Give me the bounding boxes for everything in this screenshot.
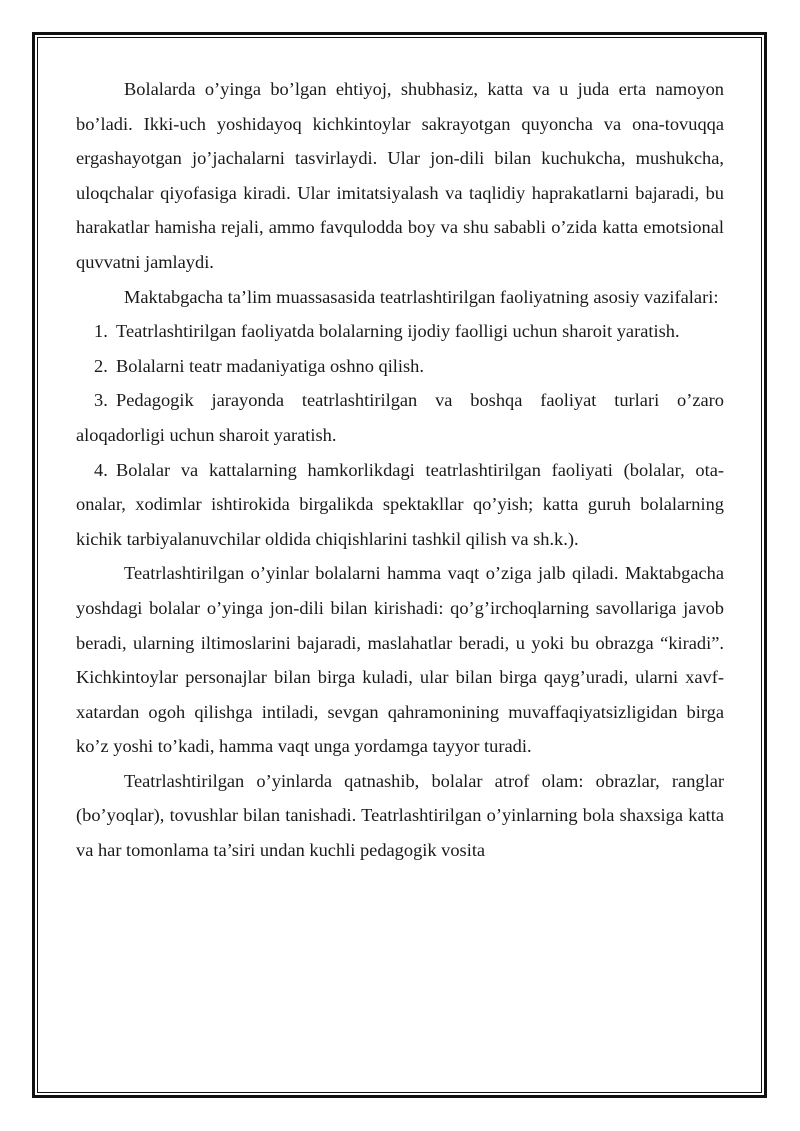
list-item-1 — [76, 314, 724, 349]
paragraph-theatre-games: Teatrlashtirilgan o’yinlar bolalarni hamma vaqt o’ziga jalb qiladi. Maktabgacha yoshdagi bolalar o’yinga jon-dili bilan kirishadi: qo’g’irchoqlarning savollariga javob beradi, ularning iltimoslarini bajaradi, maslahatlar beradi, u yoki bu obrazga “kiradi”. Kichkintoylar personajlar bilan birga kuladi, ular bilan birga qayg’uradi, ularni xavf-xatardan ogoh qilishga intiladi, sevgan qahramonining muvaffaqiyatsizligidan birga ko’z yoshi to’kadi, hamma vaqt unga yordamga tayyor turadi. — [76, 563, 724, 757]
list-number: 4. — [94, 459, 108, 480]
list-item-2 — [76, 349, 724, 384]
list-item-text: Pedagogik jarayonda teatrlashtirilgan va boshqa faoliyat turlari o’zaro aloqadorligi uchun sharoit yaratish. — [76, 390, 724, 445]
list-number: 3. — [94, 390, 108, 411]
list-item-3 — [76, 383, 724, 452]
list-item-4 — [76, 453, 724, 557]
list-item-text: Bolalar va kattalarning hamkorlikdagi teatrlashtirilgan faoliyati (bolalar, ota-onalar, xodimlar ishtirokida birgalikda spektakllar qo’yish; katta guruh bolalarning kichik tarbiyalanuvchilar oldida chiqishlarini tashkil qilish va sh.k.). — [76, 459, 724, 549]
document-body — [76, 72, 724, 868]
list-item-text: Bolalarni teatr madaniyatiga oshno qilish. — [116, 355, 424, 376]
paragraph-intro: Bolalarda o’yinga bo’lgan ehtiyoj, shubhasiz, katta va u juda erta namoyon bo’ladi. Ikki-uch yoshidayoq kichkintoylar sakrayotgan quyoncha va ona-tovuqqa ergashayotgan jo’jachalarni tasvirlaydi. Ular jon-dili bilan kuchukcha, mushukcha, uloqchalar qiyofasiga kiradi. Ular imitatsiyalash va taqlidiy haprakatlarni bajaradi, bu harakatlar hamisha rejali, ammo favqulodda boy va shu sababli o’zida katta emotsional quvvatni jamlaydi. — [76, 79, 724, 272]
list-number: 2. — [94, 355, 108, 376]
list-number: 1. — [94, 321, 108, 342]
paragraph-tasks-heading: Maktabgacha ta’lim muassasasida teatrlashtirilgan faoliyatning asosiy vazifalari: — [124, 286, 719, 307]
list-item-text: Teatrlashtirilgan faoliyatda bolalarning ijodiy faolligi uchun sharoit yaratish. — [116, 321, 680, 342]
paragraph-participation: Teatrlashtirilgan o’yinlarda qatnashib, bolalar atrof olam: obrazlar, ranglar (bo’yoqlar), tovushlar bilan tanishadi. Teatrlashtirilgan o’yinlarning bola shaxsiga katta va har tomonlama ta’siri undan kuchli pedagogik vosita — [76, 770, 724, 861]
